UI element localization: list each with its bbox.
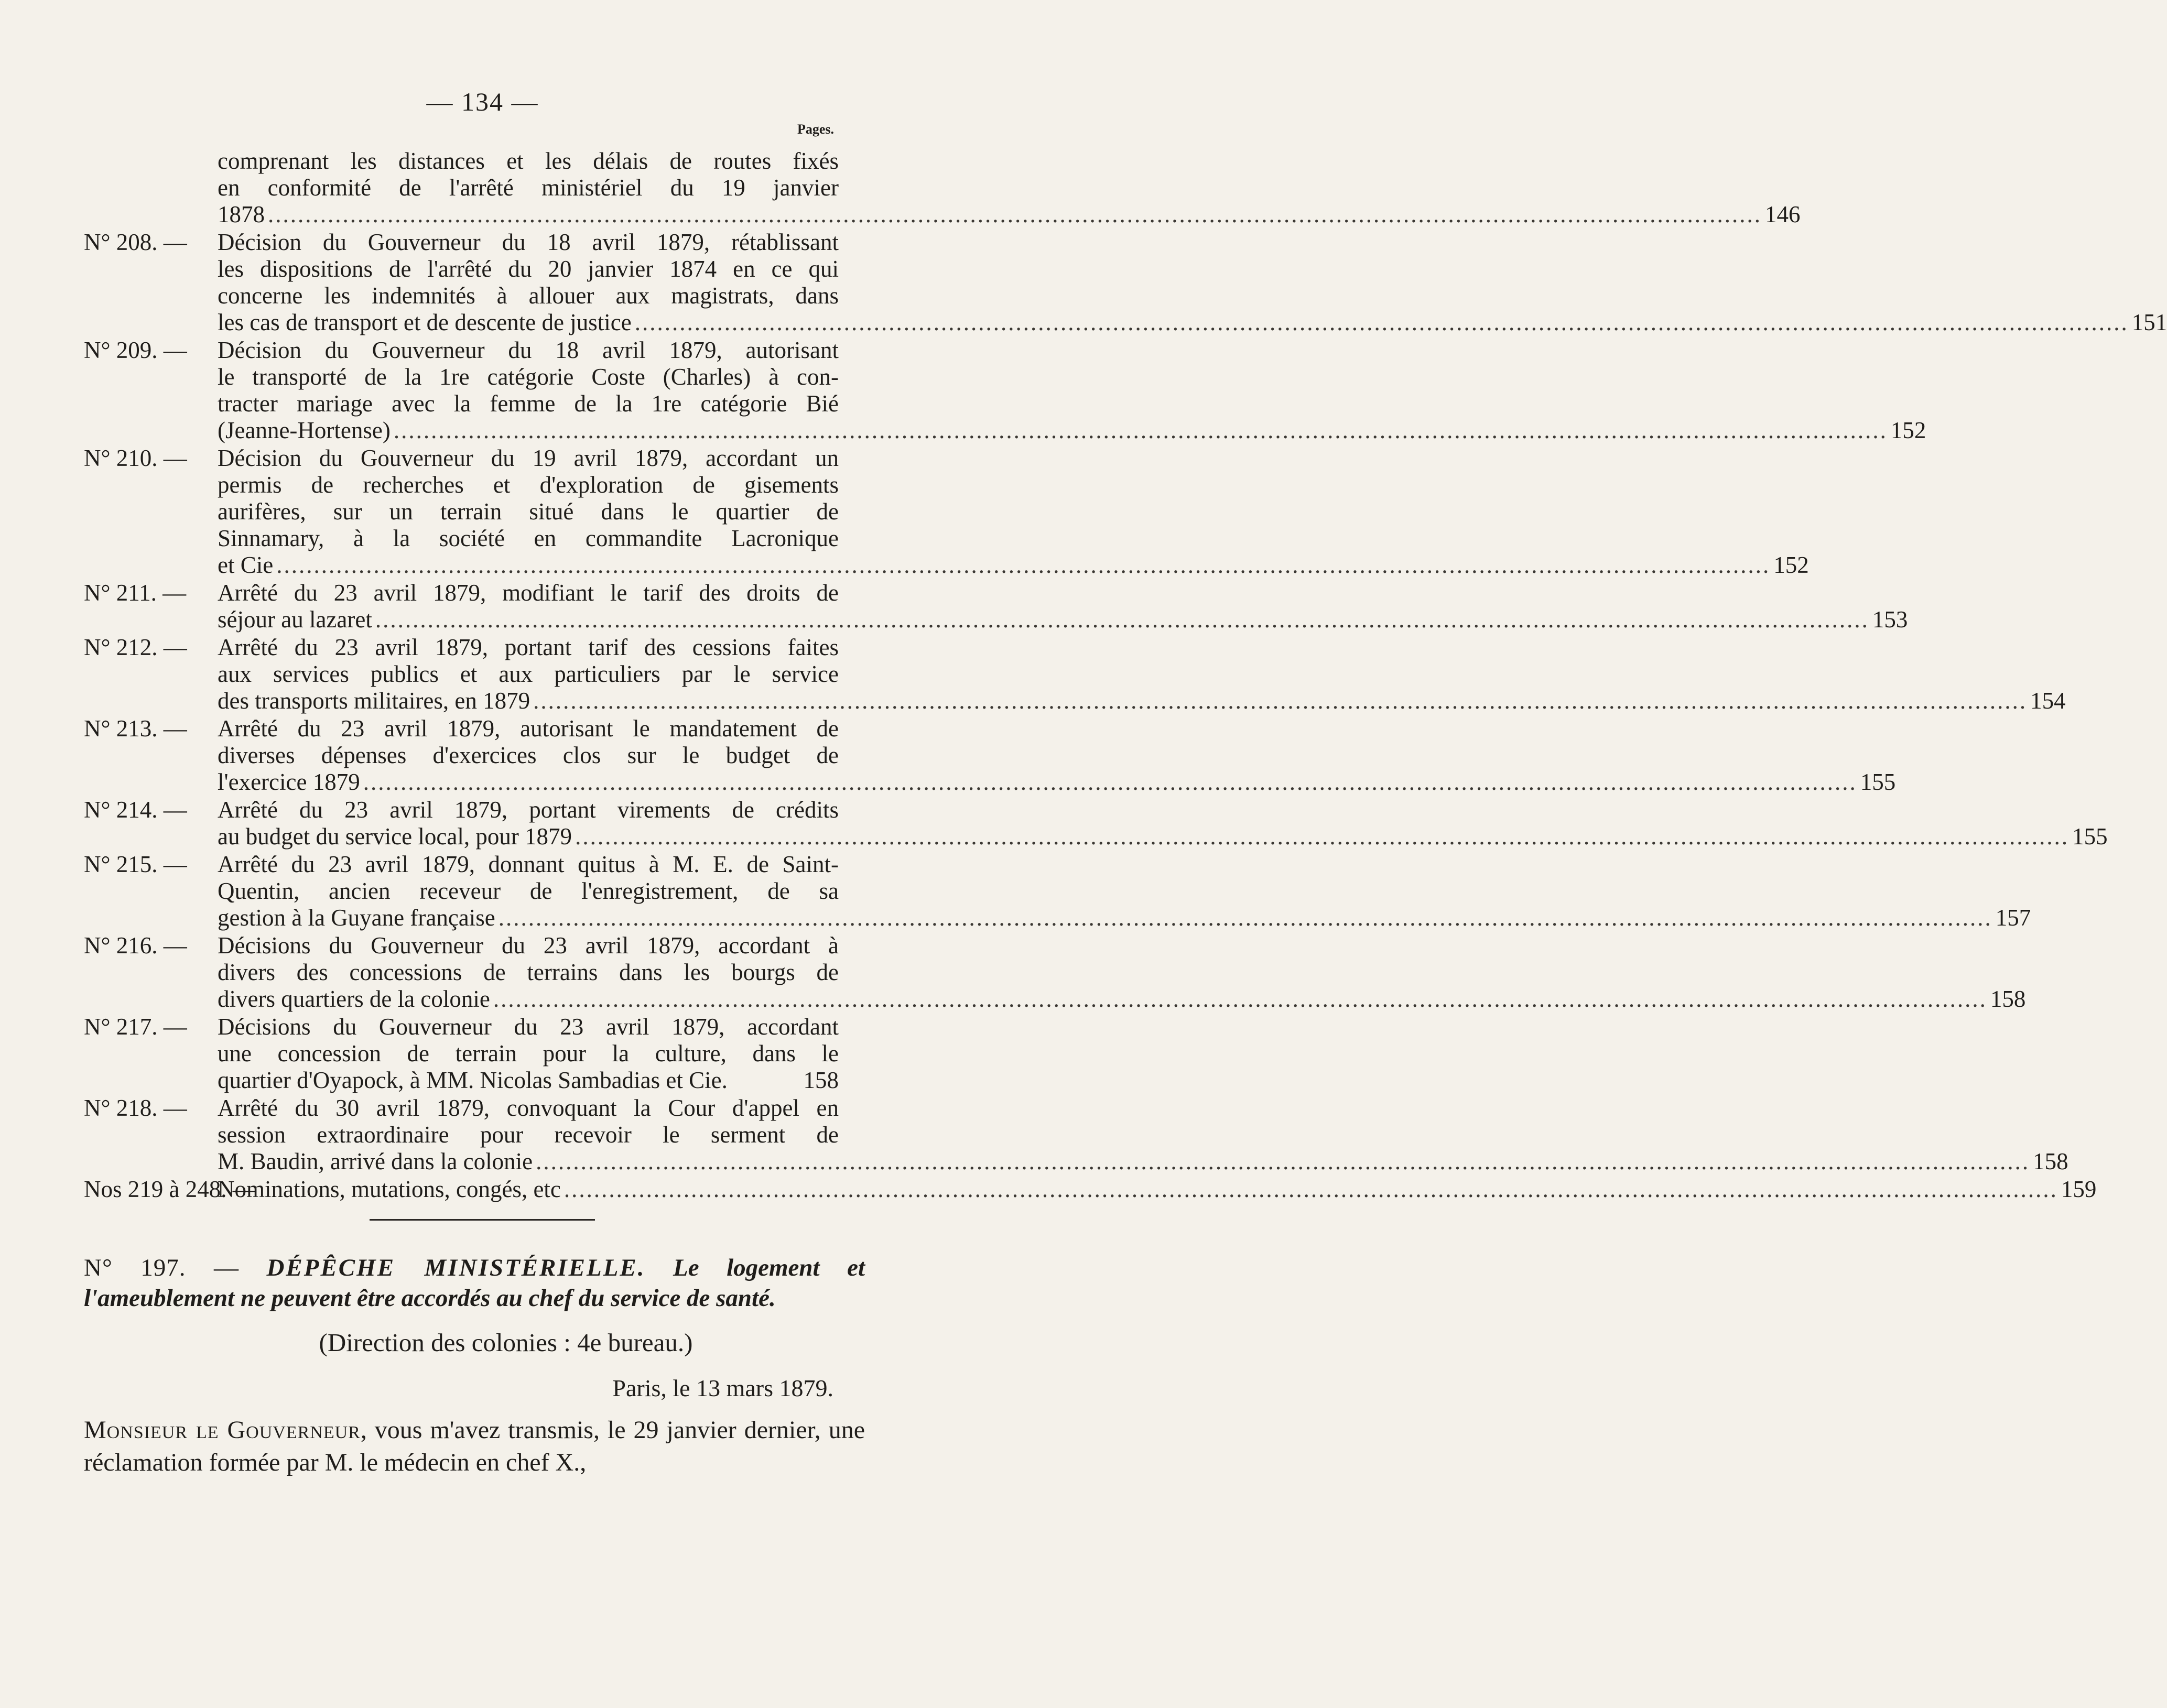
toc-page-number: 155 [1860,769,1896,795]
toc-entry-line: Quentin, ancien receveur de l'enregistrement, de sa [218,878,839,904]
toc-entry-text: séjour au lazaret [218,606,372,633]
toc-entry-text: l'exercice 1879 [218,769,360,795]
dot-leader: ........................................................................................................................................................................................................ [393,417,1888,443]
toc-entry-number: N° 217. — [84,1014,187,1040]
toc-entry-line: Décision du Gouverneur du 19 avril 1879, accordant un [218,445,839,471]
toc-page-number: 152 [1773,552,1809,578]
toc-entry-number: N° 212. — [84,634,187,660]
dot-leader: ........................................................................................................................................................................................................ [363,769,1857,795]
toc-entry-line: aurifères, sur un terrain situé dans le quartier de [218,498,839,525]
toc-entry-last-line [218,1148,2068,1175]
toc-entry-line: Arrêté du 23 avril 1879, portant tarif des cessions faites [218,634,839,660]
dot-leader: ........................................................................................................................................................................................................ [498,905,1992,931]
toc-entry [84,715,1896,796]
toc-entry-last-line [218,688,2066,714]
toc-entry-line: Arrêté du 23 avril 1879, autorisant le mandatement de [218,715,839,742]
toc-entry-text: au budget du service local, pour 1879 [218,823,572,850]
toc-entry-last-line [218,769,1896,796]
dot-leader: ........................................................................................................................................................................................................ [375,606,1869,633]
toc-entry-number: N° 216. — [84,932,187,959]
toc-entry-last-line [218,309,2167,336]
toc-entry-number: N° 218. — [84,1095,187,1121]
toc-entry-text: quartier d'Oyapock, à MM. Nicolas Sambadias et Cie. [218,1067,728,1093]
section-divider [370,1219,595,1221]
toc-entry-last-line [218,905,2031,931]
toc-entry-line: Arrêté du 23 avril 1879, portant virements de crédits [218,797,839,823]
toc-entry-text: divers quartiers de la colonie [218,986,490,1012]
toc-entry-last-line [218,417,1926,444]
toc-entry [84,229,2167,336]
toc-entry-line: Sinnamary, à la société en commandite Lacronique [218,525,839,551]
toc-entry-line: permis de recherches et d'exploration de gisements [218,472,839,498]
toc-entry-line: aux services publics et aux particuliers par le service [218,661,839,687]
toc-entry-line: diverses dépenses d'exercices clos sur le budget de [218,742,839,768]
toc-entry-line: Décision du Gouverneur du 18 avril 1879, rétablissant [218,229,839,255]
article-subject: Le logement et l'ameublement ne peuvent être accordés au chef du service de santé. [84,1254,865,1312]
toc-entry-line: tracter mariage avec la femme de la 1re catégorie Bié [218,390,839,417]
toc-entry-line: Arrêté du 23 avril 1879, modifiant le tarif des droits de [218,580,839,606]
toc-entry-number: N° 208. — [84,229,187,255]
dot-leader: ........................................................................................................................................................................................................ [268,201,1762,227]
toc-entry [84,797,2108,850]
toc-entry-line: concerne les indemnités à allouer aux magistrats, dans [218,282,839,309]
toc-entry-number: N° 215. — [84,851,187,877]
toc-entry-last-line [218,1176,2097,1203]
toc-entry-line: Arrêté du 23 avril 1879, donnant quitus à M. E. de Saint- [218,851,839,877]
toc-entry-text: et Cie [218,552,274,578]
toc-page-number: 158 [803,1067,839,1093]
dot-leader: ........................................................................................................................................................................................................ [493,986,1987,1012]
toc-page-number: 146 [1765,201,1801,227]
dot-leader: ........................................................................................................................................................................................................ [536,1148,2030,1174]
toc-entry-text: gestion à la Guyane française [218,905,495,931]
dot-leader: ........................................................................................................................................................................................................ [533,688,2028,714]
toc-entry-line: une concession de terrain pour la culture, dans le [218,1040,839,1067]
toc-page-number: 152 [1890,417,1926,443]
toc-entry [84,580,1908,633]
toc-entry-line: comprenant les distances et les délais de routes fixés [218,148,839,174]
toc-page-number: 158 [1990,986,2026,1012]
toc-entry-last-line [218,201,1801,228]
toc-entry-line: session extraordinaire pour recevoir le serment de [218,1122,839,1148]
toc-entry-text: des transports militaires, en 1879 [218,688,530,714]
toc-entry-line: Décisions du Gouverneur du 23 avril 1879, accordant [218,1014,839,1040]
toc-entry [84,851,2031,931]
toc-entry [84,932,2026,1013]
toc-entry-line [218,1067,839,1094]
toc-page-number: 158 [2033,1148,2068,1174]
toc-entry-line: Décision du Gouverneur du 18 avril 1879, autorisant [218,337,839,363]
toc-entry-text: (Jeanne-Hortense) [218,417,391,443]
article-number: N° 197. — [84,1254,239,1281]
dot-leader: ........................................................................................................................................................................................................ [634,309,2129,335]
toc-entry-number: N° 214. — [84,797,187,823]
toc-entry [84,445,1809,579]
article-heading [84,1253,865,1313]
article-body-text: , vous m'avez transmis, le 29 janvier dernier, une réclamation formée par M. le médecin en chef X., [84,1416,865,1476]
spacer [728,1067,804,1094]
toc-entry-line: le transporté de la 1re catégorie Coste (Charles) à con- [218,364,839,390]
article-title: DÉPÊCHE MINISTÉRIELLE. [266,1254,646,1281]
toc-entry [84,1176,2097,1203]
toc-entry-last-line [218,552,1809,579]
toc-entry-last-line [218,606,1908,633]
toc-entry-line: Arrêté du 30 avril 1879, convoquant la Cour d'appel en [218,1095,839,1121]
toc-page-number: 155 [2072,823,2108,850]
toc-entry-number: N° 213. — [84,715,187,742]
toc-entry-text: M. Baudin, arrivé dans la colonie [218,1148,533,1174]
toc-entry-text: Nominations, mutations, congés, etc [218,1176,561,1202]
dot-leader: ........................................................................................................................................................................................................ [575,823,2070,850]
dot-leader: ........................................................................................................................................................................................................ [564,1176,2058,1202]
toc-entry [84,1014,839,1094]
toc-entry [84,148,1801,228]
toc-entry [84,634,2066,714]
toc-entry-line: en conformité de l'arrêté ministériel du 19 janvier [218,175,839,201]
toc-entry-last-line [218,823,2108,850]
page-number: — 134 — [426,87,539,116]
toc-entry-line: divers des concessions de terrains dans les bourgs de [218,959,839,985]
article-body [84,1414,865,1479]
toc-entry-line: les dispositions de l'arrêté du 20 janvier 1874 en ce qui [218,256,839,282]
dot-leader: ........................................................................................................................................................................................................ [276,552,1771,578]
toc-entry-number: N° 209. — [84,337,187,363]
article [84,1253,865,1479]
toc-entry-last-line [218,986,2026,1013]
toc-entry [84,1095,2068,1175]
toc-page-number: 159 [2061,1176,2097,1202]
toc-entry-number: Nos 219 à 248. — [84,1176,256,1202]
toc-page-number: 157 [1995,905,2031,931]
toc-page-number: 154 [2030,688,2066,714]
toc-entry-number: N° 210. — [84,445,187,471]
toc-entry-line: Décisions du Gouverneur du 23 avril 1879, accordant à [218,932,839,959]
toc-page-number: 151 [2131,309,2167,335]
table-of-contents [84,148,2167,1204]
toc-entry [84,337,1926,444]
article-salutation: Monsieur le Gouverneur [84,1416,361,1444]
article-place-date: Paris, le 13 mars 1879. [612,1375,833,1401]
toc-page-number: 153 [1872,606,1908,633]
toc-entry-number: N° 211. — [84,580,187,606]
article-direction: (Direction des colonies : 4e bureau.) [319,1328,693,1357]
pages-column-label: Pages. [797,122,834,137]
toc-entry-text: les cas de transport et de descente de justice [218,309,632,335]
toc-entry-text: 1878 [218,201,265,227]
